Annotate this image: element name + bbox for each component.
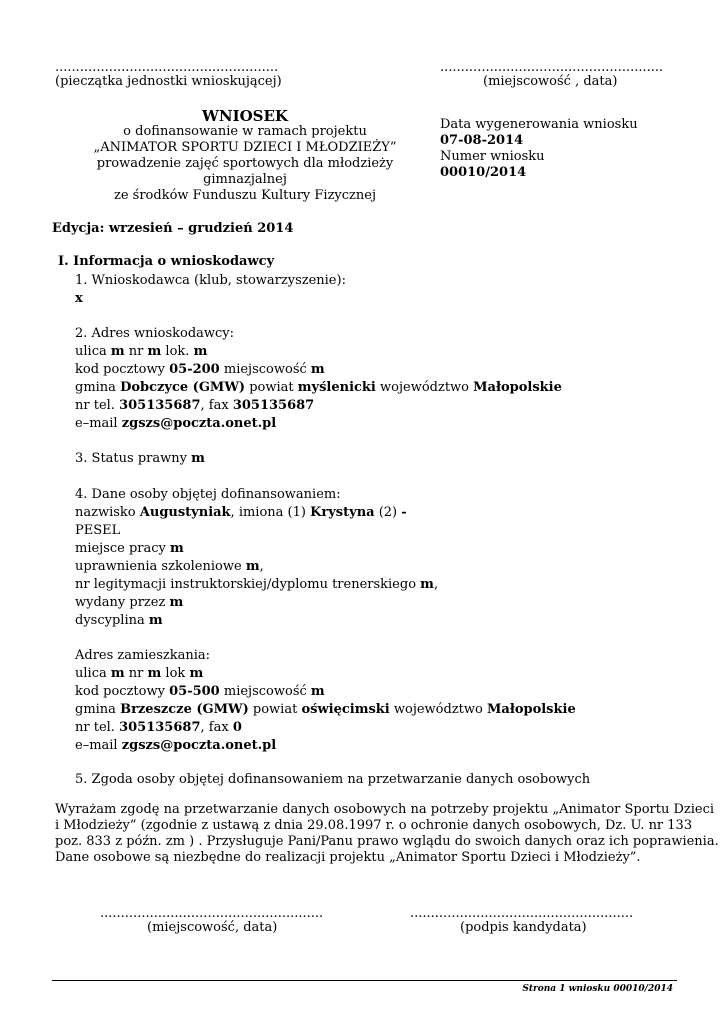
address-email: e–mail zgszs@poczta.onet.pl	[75, 416, 277, 431]
address-street: ulica m nr m lok. m	[75, 344, 208, 359]
applicant-value: x	[75, 291, 83, 306]
residence-street: ulica m nr m lok m	[75, 666, 204, 681]
residence-phone: nr tel. 305135687, fax 0	[75, 720, 242, 735]
person-discipline: dyscyplina m	[75, 613, 163, 628]
person-qualifications: uprawnienia szkoleniowe m,	[75, 559, 264, 574]
residence-label: Adres zamieszkania:	[75, 648, 211, 663]
person-license: nr legitymacji instruktorskiej/dyplomu trenerskiego m,	[75, 577, 439, 592]
sign-place-dots: ......................................................	[100, 906, 324, 921]
edition: Edycja: wrzesień – grudzień 2014	[52, 221, 294, 236]
applicant-label: 1. Wnioskodawca (klub, stowarzyszenie):	[75, 273, 346, 288]
date-label: Data wygenerowania wniosku	[440, 117, 638, 132]
sign-place-caption: (miejscowość, data)	[147, 920, 278, 935]
meta-block	[440, 117, 638, 181]
section-heading: I. Informacja o wnioskodawcy	[58, 254, 275, 269]
address-label: 2. Adres wnioskodawcy:	[75, 326, 235, 341]
stamp-dots: ......................................................	[55, 60, 279, 75]
page-footer: Strona 1 wniosku 00010/2014	[522, 984, 673, 994]
title-line-1: o dofinansowanie w ramach projektu	[123, 124, 367, 139]
residence-gmina: gmina Brzeszcze (GMW) powiat oświęcimski województwo Małopolskie	[75, 702, 576, 717]
person-name: nazwisko Augustyniak, imiona (1) Krystyna (2) -	[75, 505, 407, 520]
number-value: 00010/2014	[440, 165, 527, 180]
title-line-3: prowadzenie zajęć sportowych dla młodzieży gimnazjalnej	[96, 156, 394, 187]
address-phone: nr tel. 305135687, fax 305135687	[75, 398, 315, 413]
place-date-dots: ......................................................	[440, 60, 664, 75]
consent-text: Wyrażam zgodę na przetwarzanie danych osobowych na potrzeby projektu „Animator Sportu Dzieci i Młodzieży” (zgodnie z ustawą z dnia 29.08.1997 r. o ochronie danych osobowych, Dz. U. nr 133 poz. 833 z późn. zm ) . Przysługuje Pani/Panu prawo wglądu do swoich danych oraz ich poprawienia. Dane osobowe są niezbędne do realizacji projektu „Animator Sportu Dzieci i Młodzieży”.	[55, 802, 719, 865]
signature-caption: (podpis kandydata)	[460, 920, 587, 935]
title-line-4: ze środków Funduszu Kultury Fizycznej	[114, 188, 376, 203]
number-label: Numer wniosku	[440, 149, 545, 164]
address-gmina: gmina Dobczyce (GMW) powiat myślenicki województwo Małopolskie	[75, 380, 562, 395]
residence-email: e–mail zgszs@poczta.onet.pl	[75, 738, 277, 753]
person-label: 4. Dane osoby objętej dofinansowaniem:	[75, 487, 341, 502]
title-line-2: „ANIMATOR SPORTU DZIECI I MŁODZIEŻY”	[93, 140, 397, 155]
footer-rule	[52, 980, 677, 981]
legal-status: 3. Status prawny m	[75, 451, 205, 466]
document-title: WNIOSEK	[202, 107, 288, 125]
consent-label: 5. Zgoda osoby objętej dofinansowaniem na przetwarzanie danych osobowych	[75, 772, 591, 787]
person-pesel: PESEL	[75, 523, 121, 538]
address-postal: kod pocztowy 05-200 miejscowość m	[75, 362, 325, 377]
signature-dots: ......................................................	[410, 906, 634, 921]
stamp-caption: (pieczątka jednostki wnioskującej)	[55, 74, 282, 89]
person-work: miejsce pracy m	[75, 541, 184, 556]
person-issued: wydany przez m	[75, 595, 184, 610]
place-date-caption: (miejscowość , data)	[483, 74, 618, 89]
title-block	[55, 108, 435, 204]
date-value: 07-08-2014	[440, 133, 524, 148]
residence-postal: kod pocztowy 05-500 miejscowość m	[75, 684, 325, 699]
